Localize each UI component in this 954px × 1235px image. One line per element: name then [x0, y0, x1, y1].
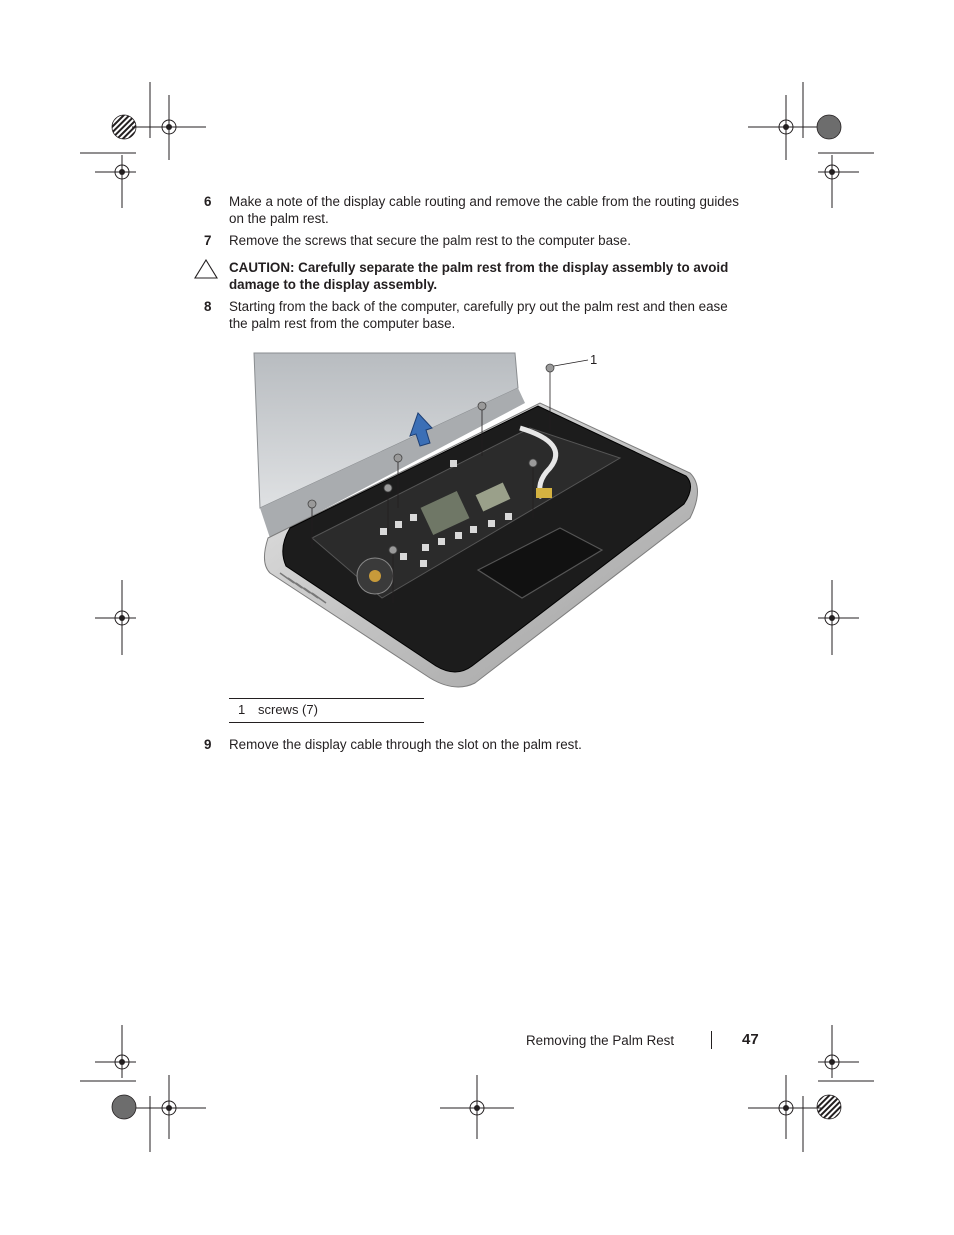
step-text: Make a note of the display cable routing and remove the cable from the routing guides on the palm rest.: [229, 194, 739, 226]
step-text: Starting from the back of the computer, carefully pry out the palm rest and then ease the palm rest from the computer base.: [229, 299, 728, 331]
step-number: 8: [204, 299, 212, 314]
figure-callout: 1: [590, 352, 598, 367]
footer-divider: [711, 1031, 712, 1049]
palm-rest-illustration: [250, 348, 710, 688]
step-text: Remove the screws that secure the palm rest to the computer base.: [229, 233, 631, 248]
footer-section-title: Removing the Palm Rest: [526, 1033, 675, 1048]
step-text: Remove the display cable through the slot on the palm rest.: [229, 737, 582, 752]
legend-number: 1: [238, 702, 246, 717]
figure-legend: [229, 698, 424, 723]
caution-text: CAUTION: Carefully separate the palm rest from the display assembly to avoid damage to the display assembly.: [229, 260, 729, 292]
step-number: 7: [204, 233, 212, 248]
caution-triangle-icon: [194, 259, 218, 279]
step-number: 6: [204, 194, 212, 209]
step-number: 9: [204, 737, 212, 752]
page-number: 47: [742, 1031, 759, 1048]
legend-label: screws (7): [258, 702, 318, 717]
